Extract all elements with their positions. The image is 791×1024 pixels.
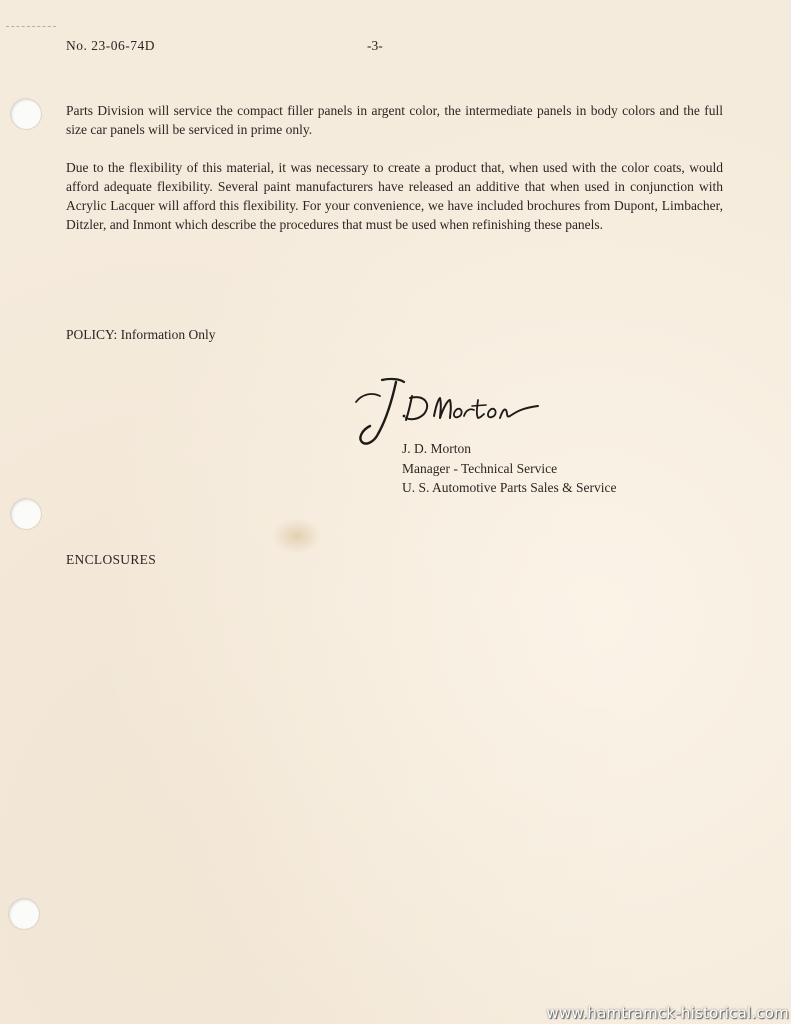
- site-watermark: www.hamtramck-historical.com: [546, 1004, 789, 1022]
- punch-hole: [11, 499, 41, 529]
- signer-name: J. D. Morton: [402, 441, 472, 456]
- document-number: No. 23-06-74D: [66, 38, 155, 53]
- enclosures-label: ENCLOSURES: [66, 552, 157, 567]
- paragraph-flexibility: Due to the flexibility of this material, it was necessary to create a product that, when used with the color coats, would afford adequate flexibility. Several paint manufacturers have released an additive that when used in conjunction with Acrylic Lacquer will afford this flexibility. For your convenience, we have included brochures from Dupont, Limbacher, Ditzler, and Inmont which describe the procedures that must be used when refinishing these panels.: [66, 160, 723, 232]
- signer-title: Manager - Technical Service: [402, 460, 558, 476]
- signature-block: [402, 439, 616, 498]
- paper-stain: [272, 518, 322, 554]
- policy-line: POLICY: Information Only: [66, 327, 216, 342]
- page-number: -3-: [367, 38, 383, 53]
- punch-hole: [11, 99, 41, 129]
- punch-hole: [9, 899, 39, 929]
- corner-mark: [6, 26, 56, 29]
- paragraph-parts-division: Parts Division will service the compact filler panels in argent color, the intermediate panels in body colors and the full size car panels will be serviced in prime only.: [66, 103, 723, 137]
- signer-department: U. S. Automotive Parts Sales & Service: [402, 480, 617, 495]
